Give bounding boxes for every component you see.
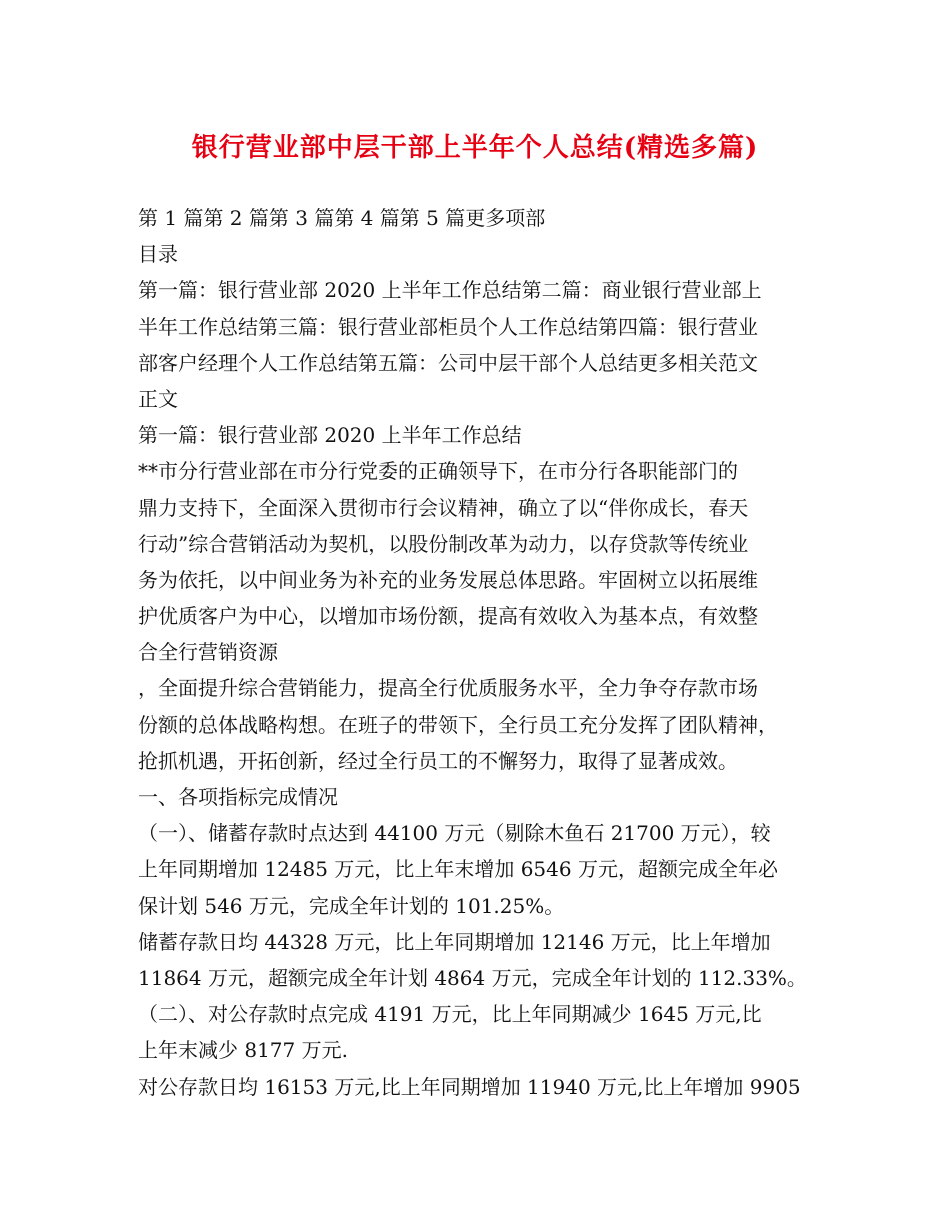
body-text-line: 部客户经理个人工作总结第五篇：公司中层干部个人总结更多相关范文 bbox=[138, 350, 758, 375]
document-title: 银行营业部中层干部上半年个人总结(精选多篇) bbox=[191, 133, 759, 163]
body-text-line: （二）、对公存款时点完成 4191 万元，比上年同期减少 1645 万元,比 bbox=[138, 1002, 762, 1027]
body-text-line: 半年工作总结第三篇：银行营业部柜员个人工作总结第四篇：银行营业 bbox=[138, 314, 758, 339]
body-text-line: 一、各项指标完成情况 bbox=[138, 785, 338, 809]
body-text-line: 目录 bbox=[138, 242, 178, 267]
body-text-line: 对公存款日均 16153 万元,比上年同期增加 11940 万元,比上年增加 9905 bbox=[138, 1074, 801, 1099]
body-text-line: 储蓄存款日均 44328 万元，比上年同期增加 12146 万元，比上年增加 bbox=[138, 929, 771, 954]
body-text-line: 抢抓机遇，开拓创新，经过全行员工的不懈努力，取得了显著成效。 bbox=[138, 748, 738, 773]
body-text-line: 正文 bbox=[138, 386, 178, 411]
body-text-line: （一）、储蓄存款时点达到 44100 万元（剔除木鱼石 21700 万元），较 bbox=[138, 821, 771, 846]
body-text-line: 务为依托，以中间业务为补充的业务发展总体思路。牢固树立以拓展维 bbox=[138, 567, 758, 592]
body-text-line: 份额的总体战略构想。在班子的带领下，全行员工充分发挥了团队精神， bbox=[138, 712, 778, 737]
body-text-line: 行动”综合营销活动为契机，以股份制改革为动力，以存贷款等传统业 bbox=[138, 531, 749, 556]
body-text-line: 第一篇：银行营业部 2020 上半年工作总结 bbox=[138, 423, 522, 448]
body-text-line: **市分行营业部在市分行党委的正确领导下，在市分行各职能部门的 bbox=[138, 459, 738, 484]
body-text-line: 护优质客户为中心，以增加市场份额，提高有效收入为基本点，有效整 bbox=[138, 604, 758, 629]
body-text-line: 11864 万元，超额完成全年计划 4864 万元，完成全年计划的 112.33%。 bbox=[138, 965, 807, 990]
body-text-line: 第 1 篇第 2 篇第 3 篇第 4 篇第 5 篇更多项部 bbox=[138, 206, 546, 230]
body-text-line: 合全行营销资源 bbox=[138, 640, 278, 665]
body-text-line: 上年同期增加 12485 万元，比上年末增加 6546 万元，超额完成全年必 bbox=[138, 857, 778, 882]
body-text-line: 保计划 546 万元，完成全年计划的 101.25%。 bbox=[138, 893, 565, 918]
body-text-line: 鼎力支持下，全面深入贯彻市行会议精神，确立了以“伴你成长，春天 bbox=[138, 495, 749, 520]
body-text-line: 上年末减少 8177 万元. bbox=[138, 1038, 348, 1063]
body-text-line: 第一篇：银行营业部 2020 上半年工作总结第二篇：商业银行营业部上 bbox=[138, 278, 762, 303]
document-body bbox=[138, 200, 828, 1105]
body-text-line: ，全面提升综合营销能力，提高全行优质服务水平，全力争夺存款市场 bbox=[138, 676, 758, 701]
